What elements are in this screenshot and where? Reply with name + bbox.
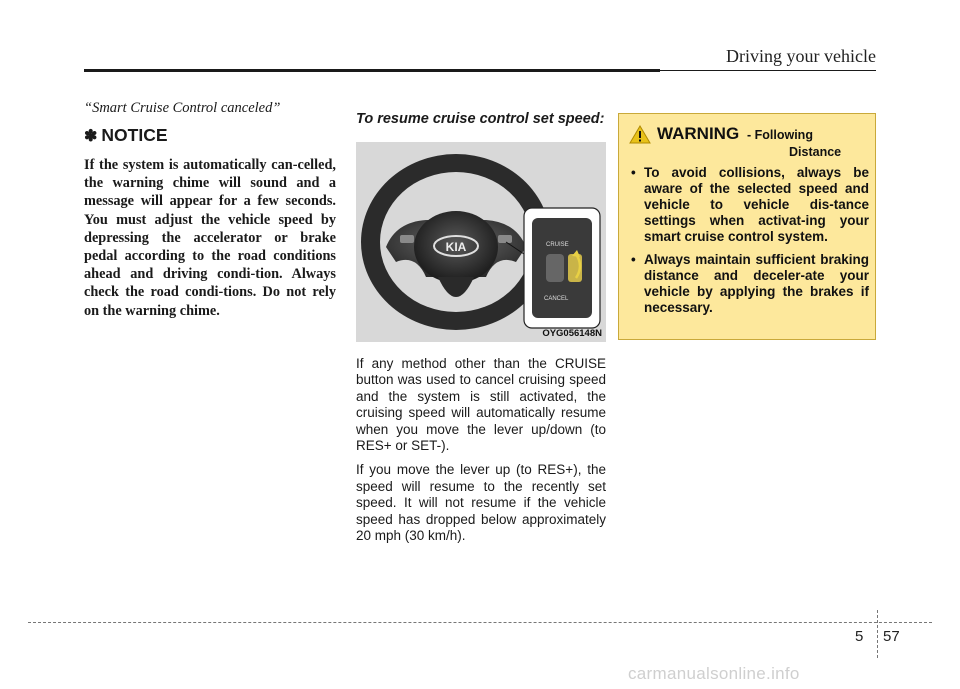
footer-divider	[877, 610, 878, 658]
resume-paragraph-2: If you move the lever up (to RES+), the speed will resume to the recently set speed. It will not resume if the vehicle speed has dropped below approximately 20 mph (30 km/h).	[356, 462, 606, 544]
warning-word: WARNING	[657, 124, 740, 143]
resume-heading: To resume cruise control set speed:	[356, 111, 605, 127]
warning-subtitle-line1: - Following	[747, 128, 813, 142]
notice-heading	[84, 125, 336, 146]
warning-list	[629, 165, 869, 323]
warning-item: • Always maintain sufficient braking distance and deceler-ate your vehicle by applying the brakes if necessary.	[629, 252, 869, 316]
section-subhead: “Smart Cruise Control canceled”	[84, 100, 281, 116]
steering-wheel-illustration-icon	[356, 142, 606, 342]
steering-wheel-figure	[356, 142, 606, 342]
page-number: 57	[883, 628, 900, 645]
left-column	[84, 100, 336, 320]
middle-column	[356, 110, 606, 552]
svg-text:CRUISE: CRUISE	[546, 242, 569, 248]
notice-body: If the system is automatically can-celled, the warning chime will sound and a message will appear for a few seconds. You must adjust the vehicle speed by depressing the accelerator or brake pedal according to the road conditions ahead and driving condi-tion. Always check the road condi-tions. Do not rely on the warning chime.	[84, 157, 336, 319]
resume-paragraph-1: If any method other than the CRUISE button was used to cancel cruising speed and the system is still activated, the cruising speed will automatically resume when you move the lever up/down (to RES+ or SET-).	[356, 356, 606, 454]
watermark: carmanualsonline.info	[628, 664, 800, 683]
running-header: Driving your vehicle	[726, 46, 876, 66]
warning-triangle-icon	[629, 125, 651, 144]
figure-caption: OYG056148N	[542, 328, 602, 339]
kia-logo-text: KIA	[445, 240, 467, 254]
warning-box	[618, 113, 876, 340]
notice-star-icon: ✽	[84, 127, 98, 145]
warning-item: • To avoid collisions, always be aware of the selected speed and vehicle to vehicle dis-tance settings when activat-ing your smart cruise control system.	[629, 165, 869, 245]
notice-title: NOTICE	[101, 125, 168, 145]
header-rule-thick	[84, 69, 660, 72]
header-rule-thin	[660, 70, 876, 71]
footer-rule	[28, 622, 932, 623]
chapter-number: 5	[855, 628, 864, 645]
warning-subtitle-line2: Distance	[789, 145, 842, 159]
svg-text:CANCEL: CANCEL	[544, 296, 569, 302]
